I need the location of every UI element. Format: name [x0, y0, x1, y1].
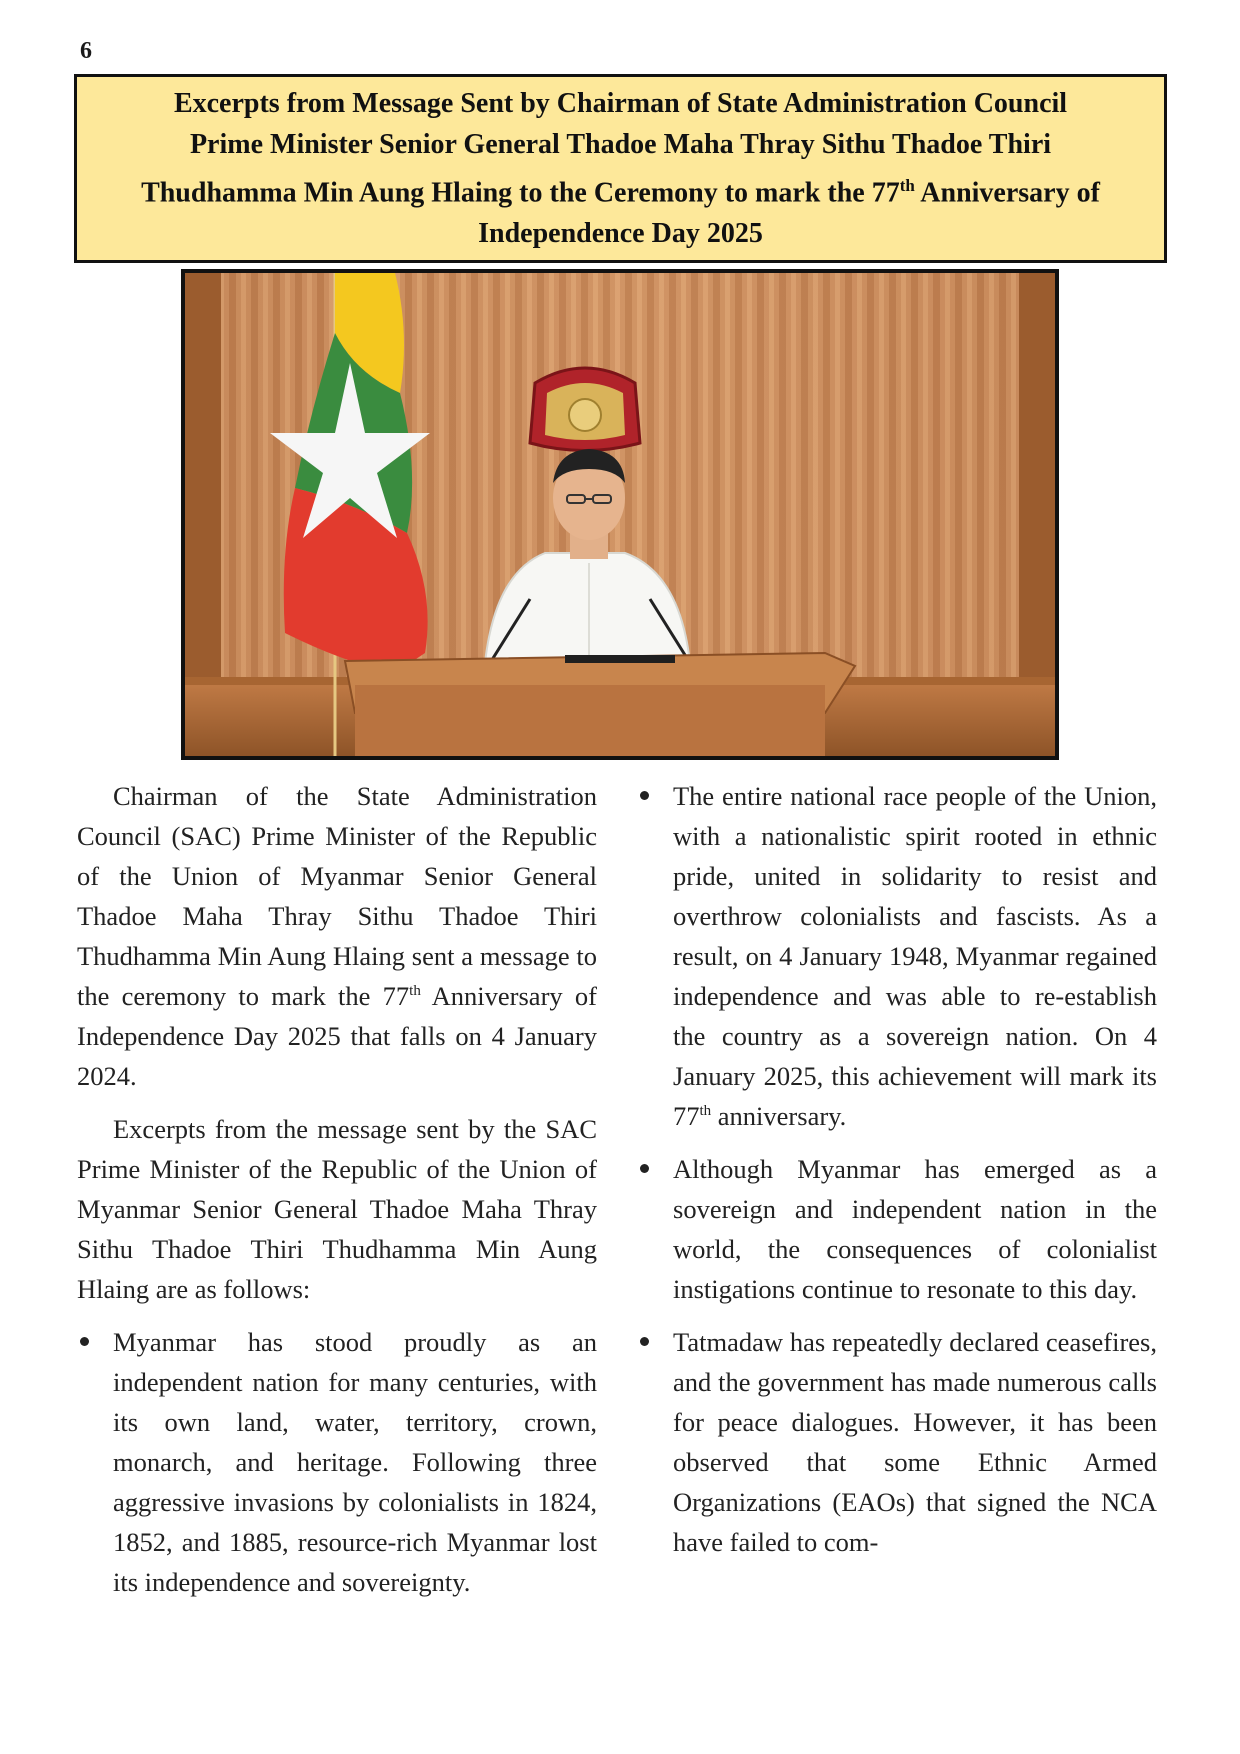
bullet-icon	[640, 791, 649, 800]
state-seal	[530, 368, 640, 451]
page-number: 6	[80, 38, 92, 64]
bullet-text: Myanmar has stood proudly as an independent nation for many centuries, with its own land, water, territory, crown, monarch, and heritage. Following three aggressive invasions by colonialists in 1824, 1852, and 1885, resource-rich Myanmar lost its independence and sovereignty.	[113, 1327, 597, 1597]
title-line-4: Independence Day 2025	[478, 218, 763, 250]
speaker-photo	[181, 269, 1059, 760]
bullet-icon	[640, 1337, 649, 1346]
title-line-3-text: Thudhamma Min Aung Hlaing to the Ceremony to mark the 77	[141, 177, 900, 209]
title-line-3	[141, 165, 1100, 213]
intro-paragraph-text: Chairman of the State Administration Council (SAC) Prime Minister of the Republic of the Union of Myanmar Senior General Thadoe Maha Thray Sithu Thadoe Thiri Thudhamma Min Aung Hlaing sent a message to the ceremony to mark the 77	[77, 781, 597, 1011]
title-line-2: Prime Minister Senior General Thadoe Maha Thray Sithu Thadoe Thiri	[189, 128, 1052, 160]
title-line-1: Excerpts from Message Sent by Chairman of State Administration Council	[173, 87, 1068, 119]
left-column	[77, 776, 597, 1615]
podium	[345, 653, 855, 756]
bullet-text: Although Myanmar has emerged as a sovereign and independent nation in the world, the consequences of colonialist instigations continue to resonate to this day.	[673, 1154, 1157, 1304]
bullet-item	[637, 776, 1157, 1136]
speaker-photo-illustration	[185, 273, 1055, 756]
bullet-icon	[80, 1337, 89, 1346]
title-box	[74, 74, 1167, 263]
bullet-item	[637, 1149, 1157, 1309]
bullet-text: Tatmadaw has repeatedly declared ceasefires, and the government has made numerous calls for peace dialogues. However, it has been observed that some Ethnic Armed Organizations (EAOs) that signed the NCA have failed to com-	[673, 1327, 1157, 1557]
intro-superscript: th	[409, 983, 421, 1000]
bullet-text-end: anniversary.	[711, 1101, 847, 1131]
bullet-superscript: th	[699, 1103, 712, 1120]
bullet-text	[673, 776, 1157, 1136]
bullet-icon	[640, 1164, 649, 1173]
bullet-item	[77, 1322, 597, 1602]
right-column	[637, 776, 1157, 1575]
bullet-item	[637, 1322, 1157, 1562]
intro-paragraph-end: Anniversary of Independence Day 2025 that falls on 4 January 2024.	[77, 981, 597, 1091]
bullet-text-main: The entire national race people of the Union, with a nationalistic spirit rooted in ethnic pride, united in solidarity to resist and overthrow colonialists and fascists. As a result, on 4 January 1948, Myanmar regained independence and was able to re-establish the country as a sovereign nation. On 4 January 2025, this achievement will mark its 77	[673, 781, 1157, 1131]
title-superscript: th	[899, 175, 915, 195]
intro-paragraph	[77, 776, 597, 1096]
excerpts-paragraph: Excerpts from the message sent by the SAC Prime Minister of the Republic of the Union of Myanmar Senior General Thadoe Maha Thray Sithu Thadoe Thiri Thudhamma Min Aung Hlaing are as follows:	[77, 1114, 597, 1304]
title-line-3-end: Anniversary of	[914, 177, 1100, 209]
